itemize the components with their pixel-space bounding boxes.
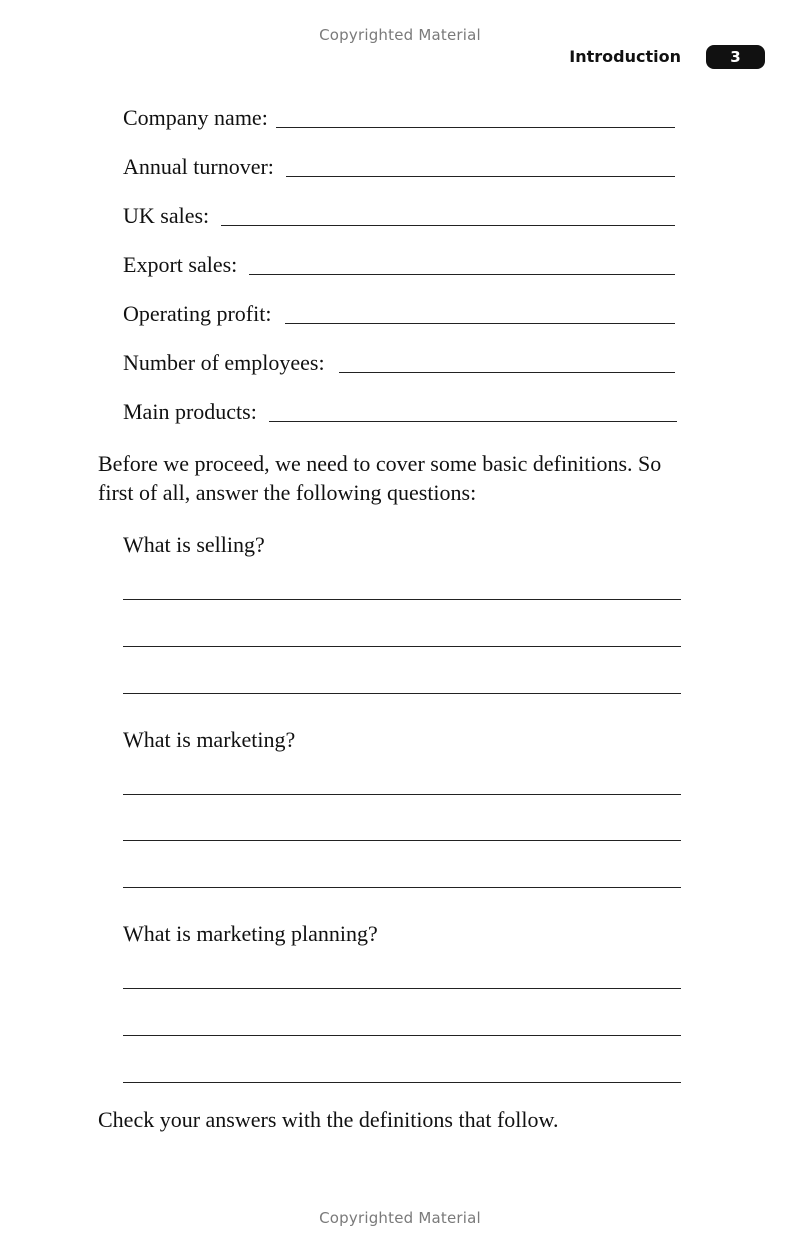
field-label: Number of employees: bbox=[123, 350, 325, 375]
question-marketing-planning: What is marketing planning? bbox=[123, 921, 378, 946]
field-label: Main products: bbox=[123, 399, 257, 424]
running-head-section: Introduction bbox=[569, 47, 681, 66]
page-number-badge: 3 bbox=[706, 45, 765, 69]
field-uk-sales bbox=[123, 199, 675, 229]
answer-line[interactable] bbox=[123, 599, 681, 600]
answer-line[interactable] bbox=[123, 794, 681, 795]
answer-line[interactable] bbox=[123, 988, 681, 989]
copyright-watermark-bottom: Copyrighted Material bbox=[319, 1209, 481, 1227]
field-company-name bbox=[123, 101, 675, 131]
field-label: Annual turnover: bbox=[123, 154, 274, 179]
field-label: UK sales: bbox=[123, 203, 210, 228]
answer-line[interactable] bbox=[123, 693, 681, 694]
answer-line[interactable] bbox=[123, 887, 681, 888]
answer-line[interactable] bbox=[123, 1082, 681, 1083]
fill-in-line[interactable] bbox=[269, 420, 677, 422]
fill-in-line[interactable] bbox=[286, 175, 675, 177]
fill-in-line[interactable] bbox=[285, 322, 675, 324]
fill-in-line[interactable] bbox=[276, 126, 675, 128]
question-selling: What is selling? bbox=[123, 532, 265, 557]
copyright-watermark-top: Copyrighted Material bbox=[319, 26, 481, 44]
field-export-sales bbox=[123, 248, 675, 278]
answer-line[interactable] bbox=[123, 840, 681, 841]
field-main-products bbox=[123, 395, 677, 425]
answer-line[interactable] bbox=[123, 1035, 681, 1036]
closing-paragraph: Check your answers with the definitions that follow. bbox=[98, 1107, 559, 1132]
field-operating-profit bbox=[123, 297, 675, 327]
question-marketing: What is marketing? bbox=[123, 727, 296, 752]
fill-in-line[interactable] bbox=[249, 273, 675, 275]
fill-in-line[interactable] bbox=[221, 224, 675, 226]
answer-line[interactable] bbox=[123, 646, 681, 647]
field-label: Export sales: bbox=[123, 252, 238, 277]
field-label: Company name: bbox=[123, 105, 268, 130]
field-number-of-employees bbox=[123, 346, 675, 376]
intro-paragraph: Before we proceed, we need to cover some basic definitions. So first of all, answer the following questions: bbox=[98, 451, 662, 505]
field-label: Operating profit: bbox=[123, 301, 272, 326]
fill-in-line[interactable] bbox=[339, 371, 675, 373]
field-annual-turnover bbox=[123, 150, 675, 180]
